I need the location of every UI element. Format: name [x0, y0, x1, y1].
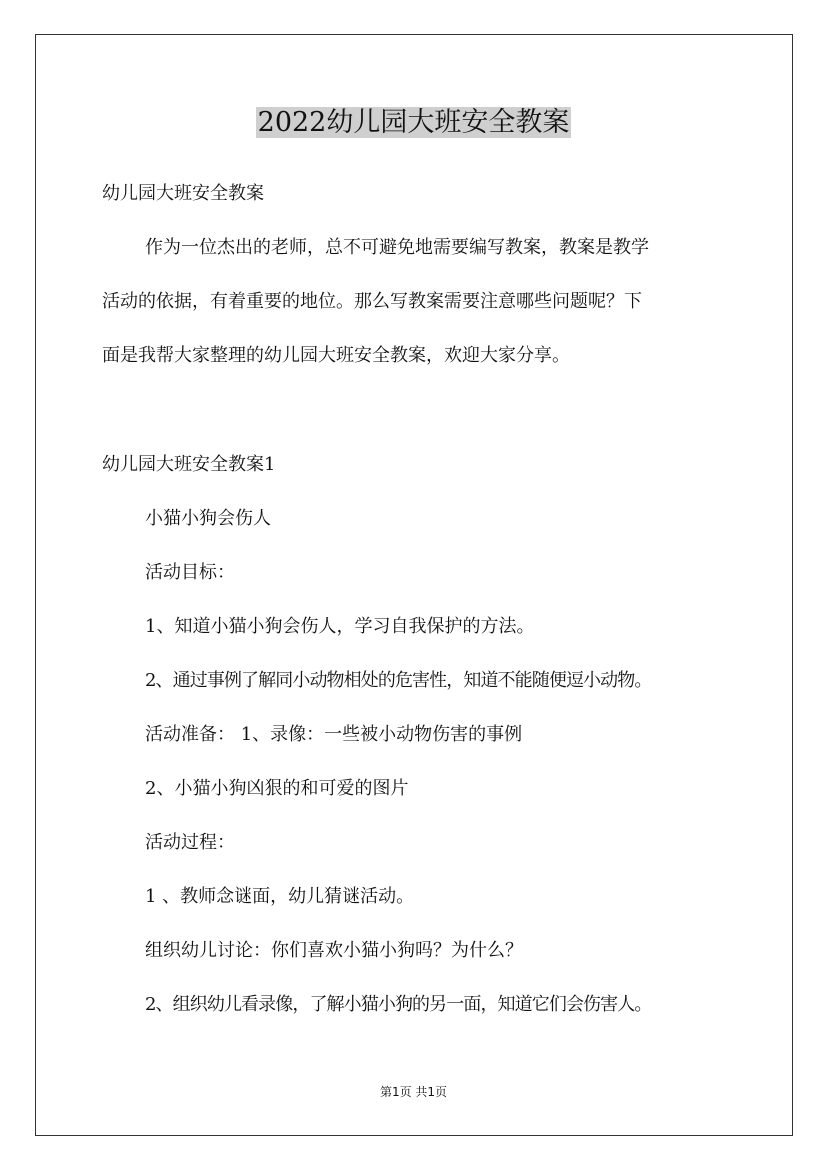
section-heading: 幼儿园大班安全教案1	[102, 454, 276, 475]
document-subtitle: 幼儿园大班安全教案	[102, 183, 264, 204]
intro-line-1: 作为一位杰出的老师，总不可避免地需要编写教案，教案是教学	[145, 237, 649, 258]
paragraph: 1 、教师念谜面，幼儿猜谜活动。	[145, 886, 415, 907]
paragraph: 活动过程：	[145, 832, 235, 853]
paragraph: 组织幼儿讨论：你们喜欢小猫小狗吗？为什么？	[145, 940, 523, 961]
paragraph: 2、小猫小狗凶狠的和可爱的图片	[145, 778, 409, 799]
page-footer: 第1页 共1页	[379, 1085, 448, 1099]
paragraph: 活动目标：	[145, 562, 235, 583]
paragraph: 小猫小狗会伤人	[145, 508, 271, 529]
paragraph: 活动准备： 1、录像：一些被小动物伤害的事例	[145, 724, 523, 745]
intro-line-3: 面是我帮大家整理的幼儿园大班安全教案，欢迎大家分享。	[102, 345, 570, 366]
paragraph: 2、通过事例了解同小动物相处的危害性，知道不能随便逗小动物。	[145, 670, 652, 691]
document-title: 2022幼儿园大班安全教案	[257, 107, 570, 138]
paragraph: 1、知道小猫小狗会伤人，学习自我保护的方法。	[145, 616, 535, 637]
paragraph: 2、组织幼儿看录像，了解小猫小狗的另一面，知道它们会伤害人。	[145, 994, 652, 1015]
intro-line-2: 活动的依据，有着重要的地位。那么写教案需要注意哪些问题呢？下	[102, 291, 642, 312]
